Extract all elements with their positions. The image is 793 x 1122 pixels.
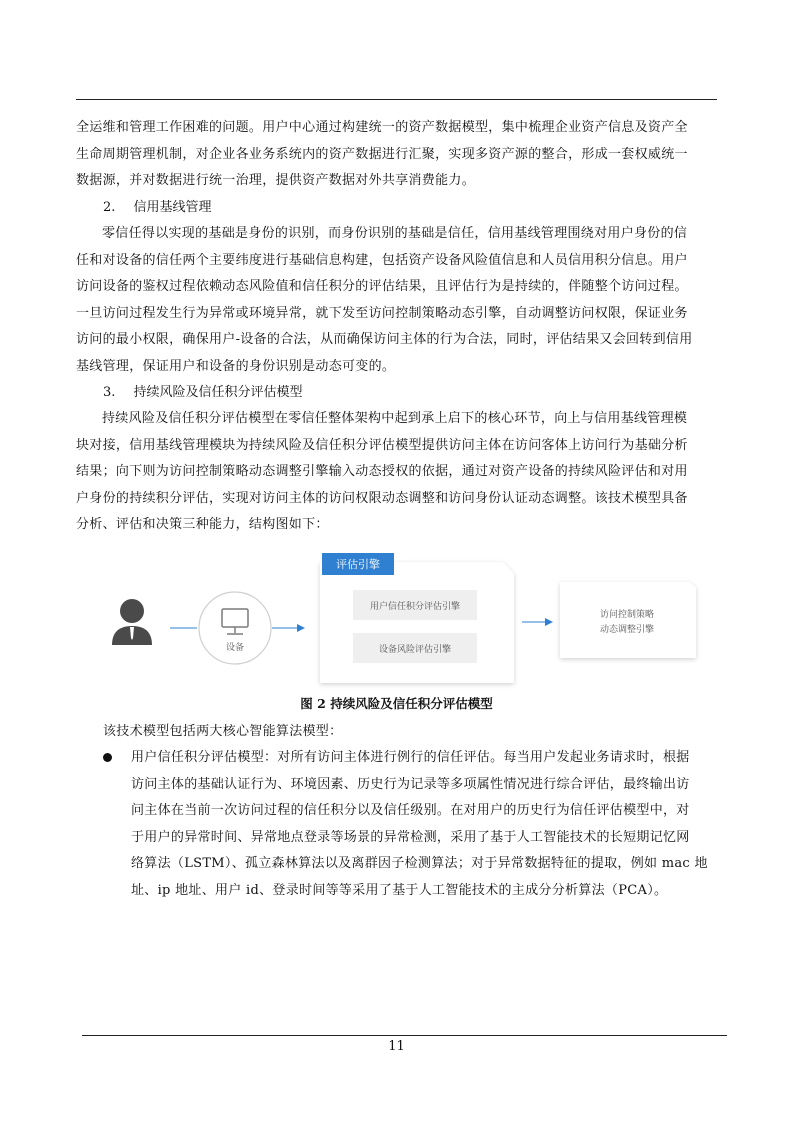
section-heading-3 [103, 380, 303, 406]
bullet-user-trust-model [131, 745, 717, 904]
device-node [199, 592, 271, 664]
engine-tab-label: 评估引擎 [336, 558, 380, 571]
footer-rule [82, 1035, 727, 1036]
text-line: 问主体在当前一次访问过程的信任积分以及信任级别。在对用户的历史行为信任评估模型中，对 [131, 803, 690, 818]
heading-number: 2. [103, 200, 116, 215]
paragraph-asset-data [76, 115, 717, 195]
text-line: 于用户的异常时间、异常地点登录等场景的异常检测，采用了基于人工智能技术的长短期记忆网 [131, 829, 690, 845]
user-trust-engine-label: 用户信任积分评估引擎 [369, 602, 461, 612]
text-line: 零信任得以实现的基础是身份的识别，而身份识别的基础是信任，信用基线管理围绕对用户身份的信 [102, 226, 688, 241]
heading-title: 信用基线管理 [133, 200, 212, 215]
architecture-diagram [0, 550, 793, 690]
text-line: 结果；向下则为访问控制策略动态调整引擎输入动态授权的依据，通过对资产设备的持续风险评估和对用 [76, 464, 688, 479]
text-line: 访问主体的基础认证行为、环境因素、历史行为记录等多项属性情况进行综合评估，最终输出访 [131, 776, 690, 792]
policy-engine-box [560, 582, 696, 658]
text-line: 该技术模型包括两大核心智能算法模型： [103, 724, 343, 739]
evaluation-engine-panel [320, 553, 514, 683]
text-line: 络算法（LSTM）、孤立森林算法以及离群因子检测算法；对于异常数据特征的提取，例如 mac 地 [131, 856, 708, 871]
text-line: 全运维和管理工作困难的问题。用户中心通过构建统一的资产数据模型，集中梳理企业资产信息及资产全 [76, 120, 688, 135]
device-risk-engine-label: 设备风险评估引擎 [378, 645, 452, 655]
paragraph-credit-baseline [76, 221, 717, 380]
text-line: 基线管理，保证用户和设备的身份识别是动态可变的。 [76, 358, 396, 374]
text-line: 访问设备的鉴权过程依赖动态风险值和信任积分的评估结果，且评估行为是持续的，伴随整个访问过程。 [76, 279, 688, 294]
text-line: 块对接，信用基线管理模块为持续风险及信任积分评估模型提供访问主体在访问客体上访问行为基础分析 [76, 437, 688, 453]
policy-engine-line1: 访问控制策略 [599, 610, 655, 620]
diagram-svg [0, 550, 793, 690]
page-number: 11 [388, 1039, 405, 1054]
text-line: 持续风险及信任积分评估模型在零信任整体架构中起到承上启下的核心环节，向上与信用基线管理模 [102, 411, 688, 426]
paragraph-risk-model [76, 406, 717, 539]
policy-engine-line2: 动态调整引擎 [599, 625, 655, 635]
header-rule [76, 99, 717, 100]
user-icon [112, 599, 152, 645]
figure-caption: 图 2 持续风险及信任积分评估模型 [300, 696, 493, 711]
heading-number: 3. [103, 385, 116, 400]
device-label: 设备 [225, 643, 245, 653]
section-heading-2 [103, 195, 212, 221]
paragraph-intro-models [103, 719, 717, 746]
text-line: 户身份的持续积分评估，实现对访问主体的访问权限动态调整和访问身份认证动态调整。该技术模型具备 [76, 490, 688, 506]
heading-title: 持续风险及信任积分评估模型 [133, 385, 303, 400]
text-line: 分析、评估和决策三种能力，结构图如下： [76, 517, 329, 532]
text-line: 址、ip 地址、用户 id、登录时间等等采用了基于人工智能技术的主成分分析算法（PCA）。 [131, 882, 668, 898]
text-line: 任和对设备的信任两个主要纬度进行基础信息构建，包括资产设备风险值信息和人员信用积分信息。用户 [76, 252, 688, 268]
text-line: 数据源，并对数据进行统一治理，提供资产数据对外共享消费能力。 [76, 173, 476, 188]
text-line: 生命周期管理机制，对企业各业务系统内的资产数据进行汇聚，实现多资产源的整合，形成一套权威统一 [76, 146, 688, 162]
bullet-icon [103, 753, 112, 762]
text-line: 用户信任积分评估模型：对所有访问主体进行例行的信任评估。每当用户发起业务请求时，根据 [131, 750, 690, 765]
text-line: 访问的最小权限，确保用户-设备的合法，从而确保访问主体的行为合法，同时，评估结果又会回转到信用 [76, 332, 693, 347]
text-line: 一旦访问过程发生行为异常或环境异常，就下发至访问控制策略动态引擎，自动调整访问权限，保证业务 [76, 305, 688, 321]
